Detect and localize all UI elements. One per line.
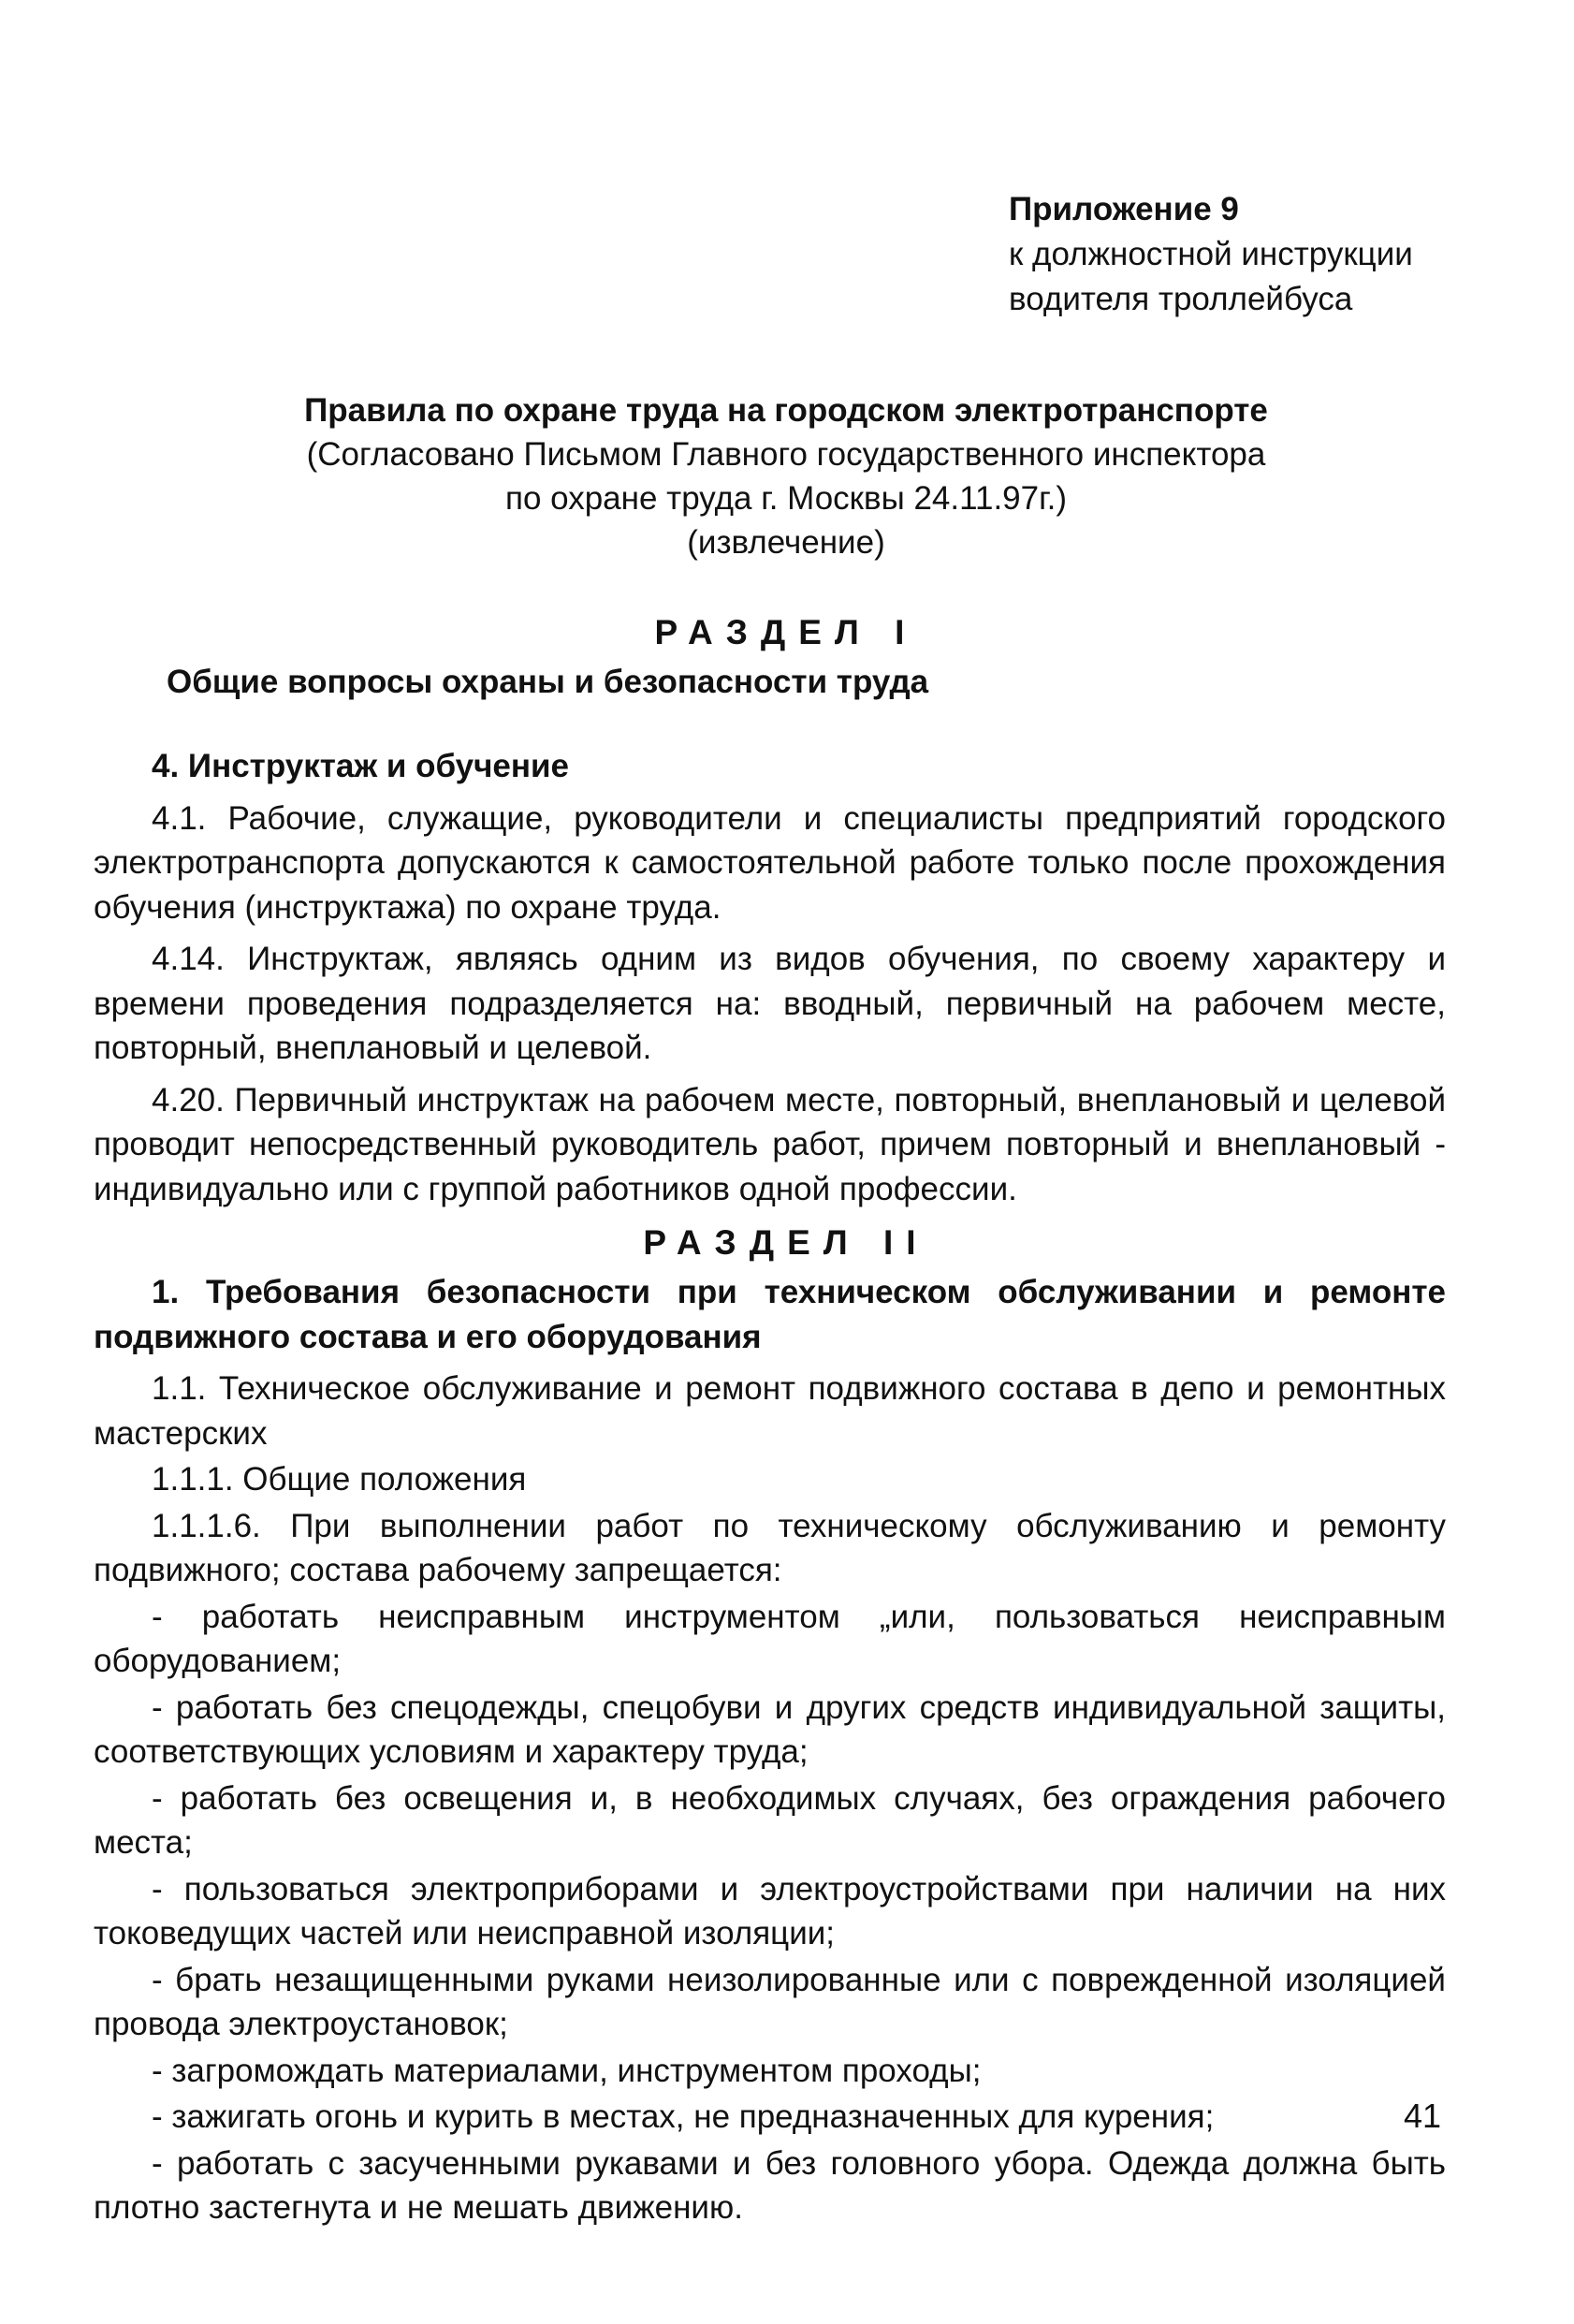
section-2-body (94, 1270, 1446, 2230)
prohibition-item: - работать неисправным инструментом „или, пользоваться неисправным оборудованием; (94, 1598, 1446, 1679)
paragraph-1-1: 1.1. Техническое обслуживание и ремонт подвижного состава в депо и ремонтных мастерских (94, 1370, 1446, 1452)
paragraph-4-20: 4.20. Первичный инструктаж на рабочем месте, повторный, внеплановый и целевой проводит непосредственный руководитель работ, причем повторный и внеплановый - индивидуально или с группой работников одной профессии. (94, 1081, 1446, 1207)
section-1-heading: РАЗДЕЛ I (654, 613, 918, 651)
document-title: Правила по охране труда на городском электротранспорте (304, 392, 1268, 429)
paragraph-1-1-1: 1.1.1. Общие положения (152, 1461, 527, 1498)
section-2-heading: РАЗДЕЛ II (643, 1223, 929, 1262)
section-1-body (94, 744, 1446, 1211)
appendix-note (1009, 187, 1533, 322)
prohibition-item: - работать без спецодежды, спецобуви и других средств индивидуальной защиты, соответствующих условиям и характеру труда; (94, 1688, 1446, 1770)
section-1-subtitle: Общие вопросы охраны и безопасности труда (167, 664, 929, 700)
excerpt-note: (извлечение) (687, 524, 885, 561)
prohibition-item: - работать с засученными рукавами и без головного убора. Одежда должна быть плотно застегнута и не мешать движению. (94, 2144, 1446, 2226)
approval-line-2: по охране труда г. Москвы 24.11.97г.) (505, 480, 1067, 517)
prohibition-item: - загромождать материалами, инструментом проходы; (152, 2052, 982, 2089)
prohibition-item: - пользоваться электроприборами и электроустройствами при наличии на них токоведущих частей или неисправной изоляции; (94, 1870, 1446, 1951)
chapter-4-heading: 4. Инструктаж и обучение (152, 748, 570, 784)
document-title-block (94, 388, 1479, 564)
approval-line-1: (Согласовано Письмом Главного государственного инспектора (306, 436, 1266, 473)
paragraph-4-14: 4.14. Инструктаж, являясь одним из видов обучения, по своему характеру и времени проведения подразделяется на: вводный, первичный на рабочем месте, повторный, внеплановый и целевой. (94, 941, 1446, 1066)
appendix-line-2: к должностной инструкции (1009, 236, 1413, 272)
paragraph-4-1: 4.1. Рабочие, служащие, руководители и специалисты предприятий городского электротранспорта допускаются к самостоятельной работе только после прохождения обучения (инструктажа) по охране труда. (94, 799, 1446, 926)
prohibition-item: - работать без освещения и, в необходимых случаях, без ограждения рабочего места; (94, 1779, 1446, 1861)
appendix-number: Приложение 9 (1009, 191, 1239, 227)
chapter-1-heading: 1. Требования безопасности при техническом обслуживании и ремонте подвижного состава и его оборудования (94, 1274, 1446, 1355)
prohibition-item: - брать незащищенными руками неизолированные или с поврежденной изоляцией провода электроустановок; (94, 1961, 1446, 2042)
page-number: 41 (1403, 2097, 1441, 2135)
appendix-line-3: водителя троллейбуса (1009, 281, 1353, 317)
prohibition-item: - зажигать огонь и курить в местах, не предназначенных для курения; (152, 2098, 1215, 2135)
paragraph-1-1-1-6: 1.1.1.6. При выполнении работ по техническому обслуживанию и ремонту подвижного; состава рабочему запрещается: (94, 1507, 1446, 1588)
